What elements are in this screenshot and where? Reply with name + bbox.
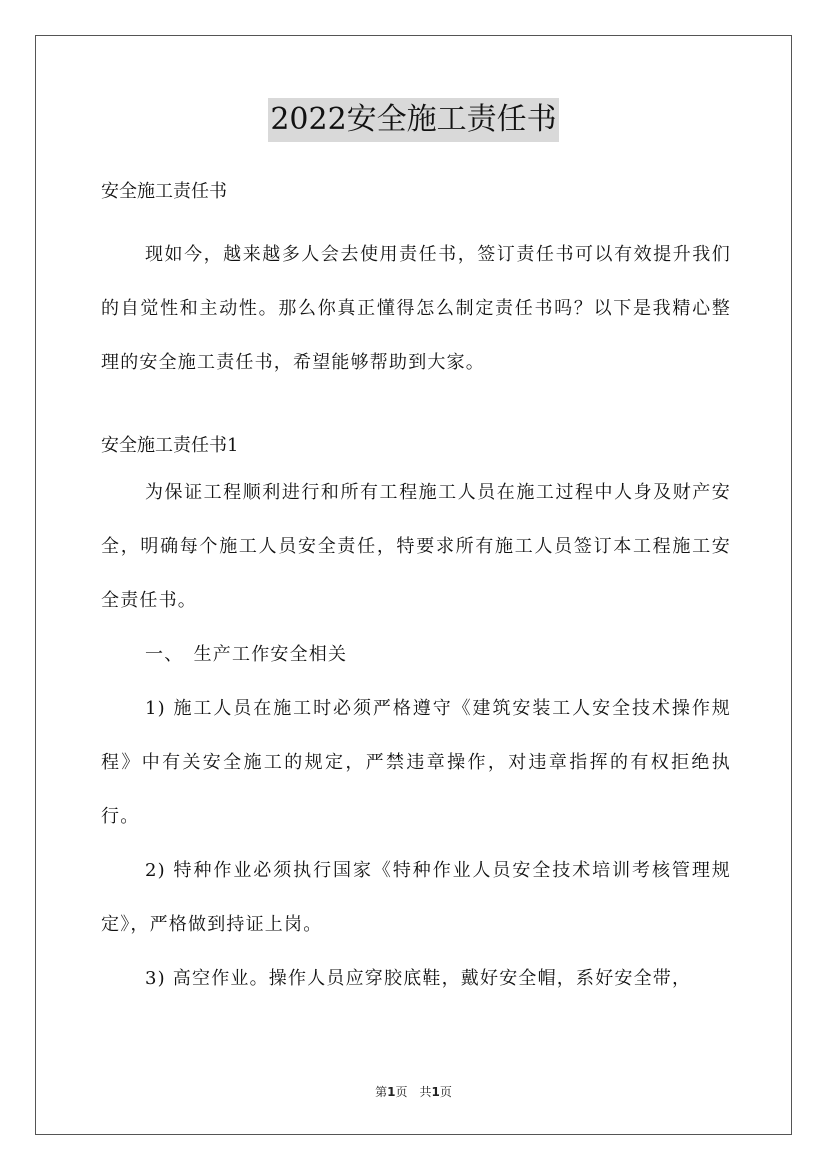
title-container — [0, 98, 827, 142]
spacer — [101, 390, 731, 428]
footer-page-number: 1 — [387, 1085, 396, 1099]
footer-prefix: 第 — [375, 1085, 388, 1099]
document-title: 2022安全施工责任书 — [268, 98, 558, 142]
footer-total-pages: 1 — [431, 1085, 440, 1099]
item-2: 2) 特种作业必须执行国家《特种作业人员安全技术培训考核管理规定》，严格做到持证上岗。 — [101, 860, 731, 935]
document-body — [101, 174, 731, 1006]
footer-suffix: 页 — [439, 1085, 452, 1099]
part-one-heading: 一、 生产工作安全相关 — [145, 644, 348, 665]
section1-paragraph: 为保证工程顺利进行和所有工程施工人员在施工过程中人身及财产安全，明确每个施工人员安全责任，特要求所有施工人员签订本工程施工安全责任书。 — [101, 482, 731, 611]
intro-paragraph: 现如今，越来越多人会去使用责任书，签订责任书可以有效提升我们的自觉性和主动性。那么你真正懂得怎么制定责任书吗？以下是我精心整理的安全施工责任书，希望能够帮助到大家。 — [101, 244, 731, 373]
spacer — [101, 210, 731, 228]
section1-heading: 安全施工责任书1 — [101, 435, 239, 456]
page-footer — [0, 1083, 827, 1100]
footer-middle: 页 共 — [395, 1085, 432, 1099]
item-3: 3) 高空作业。操作人员应穿胶底鞋，戴好安全帽，系好安全带， — [145, 968, 692, 989]
item-1: 1) 施工人员在施工时必须严格遵守《建筑安装工人安全技术操作规程》中有关安全施工的规定，严禁违章操作，对违章指挥的有权拒绝执行。 — [101, 698, 731, 827]
document-subtitle: 安全施工责任书 — [101, 181, 227, 202]
